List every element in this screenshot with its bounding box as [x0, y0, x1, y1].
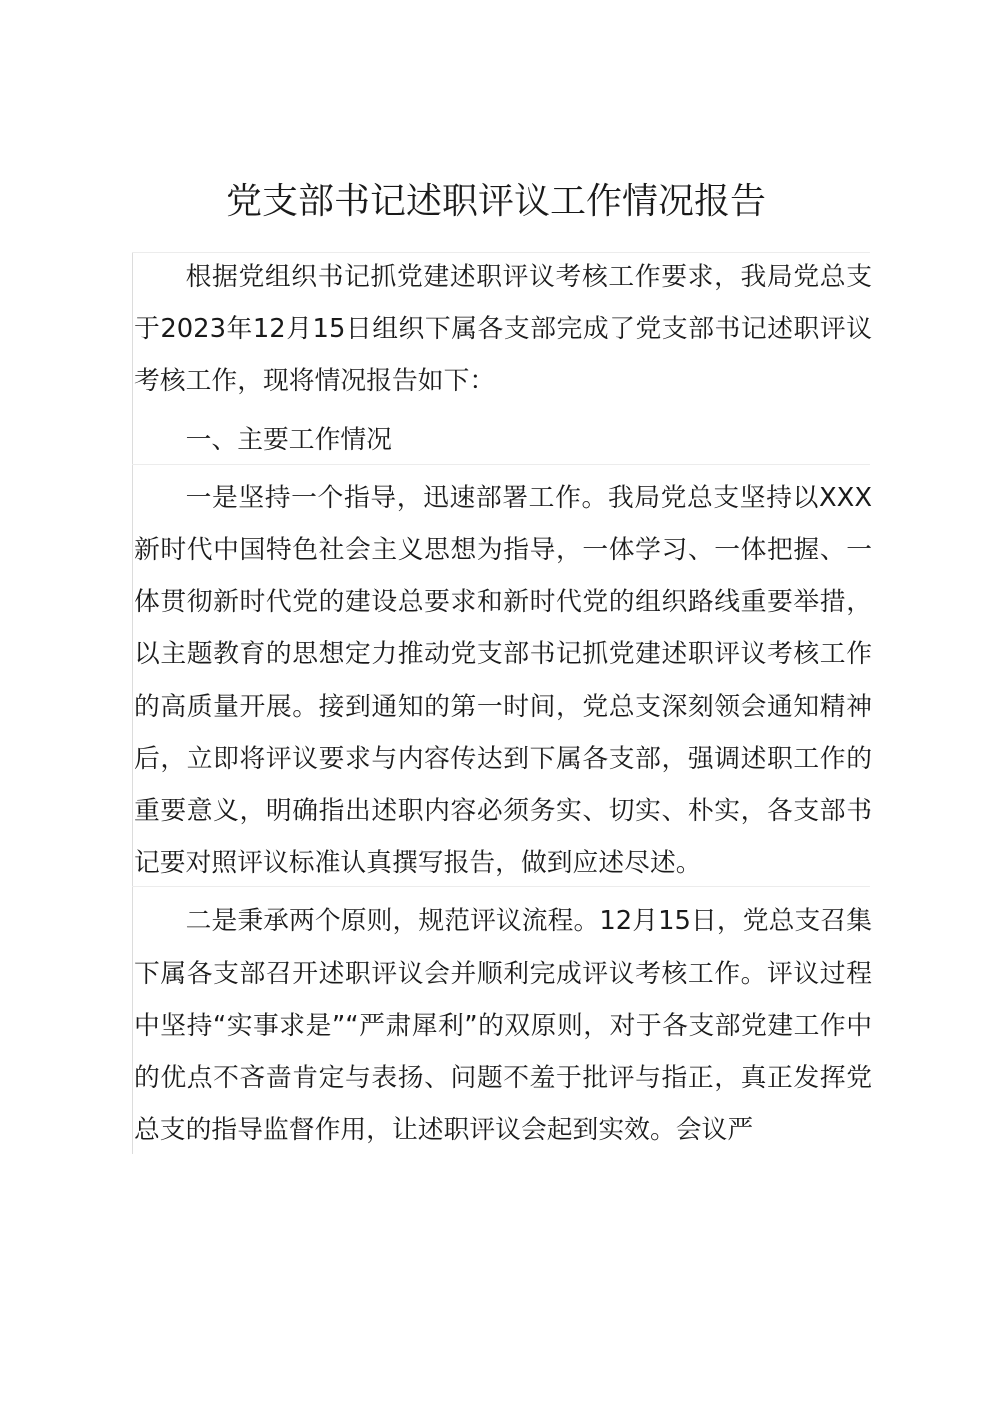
intro-paragraph: 根据党组织书记抓党建述职评议考核工作要求，我局党总支于2023年12月15日组织下属各支部完成了党支部书记述职评议考核工作，现将情况报告如下：: [134, 262, 872, 397]
section-heading: 一、主要工作情况: [185, 424, 392, 455]
body-paragraph: 一是坚持一个指导，迅速部署工作。我局党总支坚持以XXX新时代中国特色社会主义思想为指导，一体学习、一体把握、一体贯彻新时代党的建设总要求和新时代党的组织路线重要举措，以主题教育的思想定力推动党支部书记抓党建述职评议考核工作的高质量开展。接到通知的第一时间，党总支深刻领会通知精神后，立即将评议要求与内容传达到下属各支部，强调述职工作的重要意义，明确指出述职内容必须务实、切实、朴实，各支部书记要对照评议标准认真撰写报告，做到应述尽述。: [134, 482, 872, 879]
document-body: [134, 251, 872, 1156]
document-title: 党支部书记述职评议工作情况报告: [225, 181, 766, 222]
body-paragraph: 二是秉承两个原则，规范评议流程。12月15日，党总支召集下属各支部召开述职评议会并顺利完成评议考核工作。评议过程中坚持“实事求是”“严肃犀利”的双原则，对于各支部党建工作中的优点不吝啬肯定与表扬、问题不羞于批评与指正，真正发挥党总支的指导监督作用，让述职评议会起到实效。会议严: [134, 906, 872, 1146]
text-boundary-guide: [132, 252, 133, 1154]
